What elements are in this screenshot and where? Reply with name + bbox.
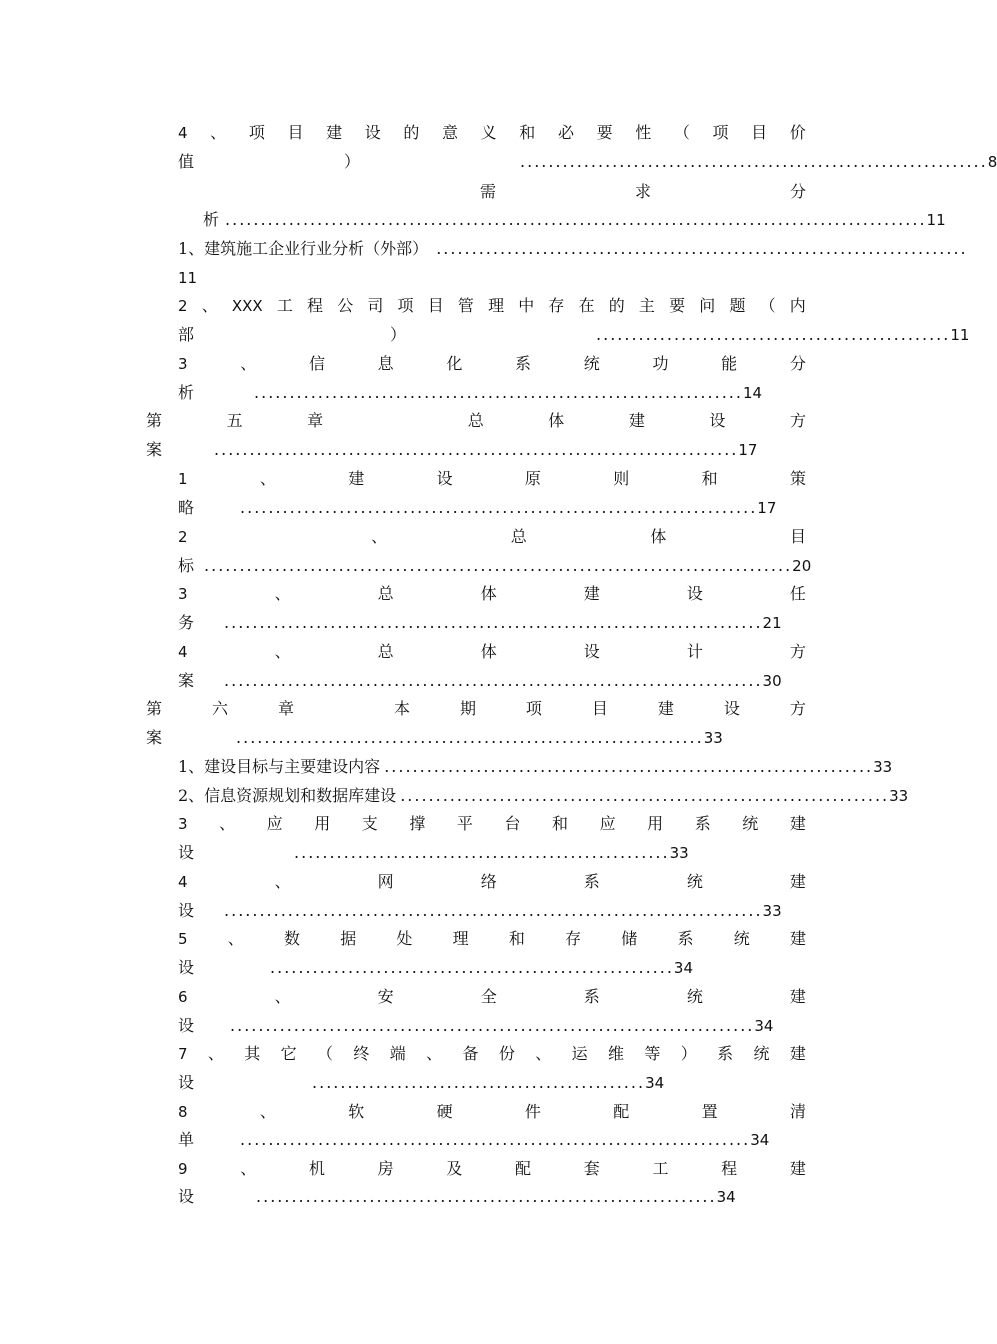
toc-text: 统: [686, 872, 703, 891]
toc-text: 机: [308, 1159, 325, 1178]
toc-entry-line1: [178, 352, 806, 376]
toc-text: 分: [789, 354, 806, 373]
dot-leader: ..................................................: [596, 325, 951, 344]
toc-text: 目: [427, 296, 444, 315]
toc-text: 建: [628, 411, 645, 430]
toc-text: 配: [515, 1159, 532, 1178]
toc-text: 析: [178, 383, 195, 402]
toc-entry-line1: [146, 697, 806, 721]
dot-leader: .........................................................: [270, 958, 674, 977]
toc-text: 信: [308, 354, 325, 373]
toc-text: 设: [709, 411, 726, 430]
toc-text: 理: [452, 929, 469, 948]
toc-text: 2: [178, 528, 188, 546]
toc-entry-line1: [178, 1100, 806, 1124]
page-number: 34: [750, 1131, 770, 1149]
toc-text: 求: [634, 182, 651, 201]
toc-text: 和: [519, 123, 536, 142]
toc-text: 网: [377, 872, 394, 891]
toc-text: 设: [178, 1187, 195, 1206]
toc-text: 建: [789, 1044, 806, 1063]
toc-entry-line1: [178, 1042, 806, 1066]
toc-text: 化: [446, 354, 463, 373]
toc-text: 的: [403, 123, 420, 142]
toc-text: 系: [717, 1044, 734, 1063]
toc-entry-line2: [178, 496, 777, 520]
toc-text: 六: [211, 699, 228, 718]
toc-text: 2、信息资源规划和数据库建设: [178, 786, 397, 805]
toc-entry-line2: [146, 438, 758, 462]
toc-text: 统: [742, 814, 759, 833]
toc-text: 要: [596, 123, 613, 142]
toc-text: 用: [314, 814, 331, 833]
toc-text: 系: [677, 929, 694, 948]
toc-text: 设: [178, 843, 195, 862]
toc-entry-line2: [178, 381, 763, 405]
toc-text: 工: [276, 296, 293, 315]
page-number: 20: [792, 557, 812, 575]
toc-text: 息: [377, 354, 394, 373]
toc-text: 等: [644, 1044, 661, 1063]
toc-text: 安: [377, 987, 394, 1006]
toc-text: 程: [721, 1159, 738, 1178]
dot-leader: ........................................................................: [240, 1130, 751, 1149]
toc-entry-line2: [178, 1014, 774, 1038]
page-number: 17: [738, 441, 758, 459]
toc-text: 和: [508, 929, 525, 948]
toc-text: 、: [259, 469, 276, 488]
toc-entry-line2: [178, 669, 782, 693]
toc-text: 建: [348, 469, 365, 488]
toc-text: 管: [457, 296, 474, 315]
toc-text: 、: [426, 1044, 443, 1063]
page-number: 8: [987, 153, 997, 171]
toc-text: 其: [244, 1044, 261, 1063]
page-number: 34: [673, 959, 694, 977]
toc-text: 总: [467, 411, 484, 430]
toc-text: 6: [178, 988, 188, 1006]
toc-text: 总: [377, 584, 394, 603]
toc-text: 、: [207, 1044, 224, 1063]
toc-text: 终: [353, 1044, 370, 1063]
toc-text: 、: [274, 987, 291, 1006]
toc-text: 3: [178, 585, 188, 603]
toc-text: 建: [789, 814, 806, 833]
toc-text: 建: [789, 1159, 806, 1178]
toc-text: 主: [638, 296, 655, 315]
toc-text: 、: [210, 123, 227, 142]
toc-text: 清: [789, 1102, 806, 1121]
toc-text: 数: [283, 929, 300, 948]
toc-text: 建: [789, 987, 806, 1006]
toc-text: 统: [583, 354, 600, 373]
page-number: 30: [762, 672, 782, 690]
toc-text: 、: [201, 296, 218, 315]
page-number: 33: [873, 758, 893, 776]
toc-text: （: [673, 123, 690, 142]
toc-text: 策: [789, 469, 806, 488]
toc-text: 备: [462, 1044, 479, 1063]
toc-text: 总: [377, 642, 394, 661]
toc-text: 设: [178, 1016, 195, 1035]
toc-text: 项: [525, 699, 542, 718]
toc-text: 储: [621, 929, 638, 948]
toc-entry-line1: [178, 985, 806, 1009]
toc-text: 4: [178, 643, 188, 661]
dot-leader: ............................................................................: [224, 613, 763, 632]
page-number: 34: [645, 1074, 665, 1092]
toc-text: 硬: [436, 1102, 453, 1121]
toc-text: 分: [789, 182, 806, 201]
toc-text: 系: [694, 814, 711, 833]
toc-text: （: [317, 1044, 334, 1063]
toc-text: 章: [277, 699, 294, 718]
toc-text: 系: [583, 987, 600, 1006]
toc-text: 性: [635, 123, 652, 142]
toc-text: 统: [686, 987, 703, 1006]
dot-leader: .....................................................................: [400, 786, 890, 805]
toc-text: 统: [733, 929, 750, 948]
toc-text: 意: [442, 123, 459, 142]
page-number: 21: [762, 614, 782, 632]
toc-entry-line2: [178, 1185, 736, 1209]
toc-entry: [178, 784, 909, 808]
toc-text: 公: [337, 296, 354, 315]
toc-text: 问: [699, 296, 716, 315]
toc-text: 据: [340, 929, 357, 948]
toc-text: 项: [712, 123, 729, 142]
toc-text: 配: [613, 1102, 630, 1121]
toc-text: 章: [307, 411, 324, 430]
dot-leader: ...........................................................................: [436, 239, 968, 258]
toc-text: 设: [364, 123, 381, 142]
toc-text: 在: [578, 296, 595, 315]
page-number: 17: [757, 499, 777, 517]
toc-text: 方: [789, 699, 806, 718]
toc-text: 五: [226, 411, 243, 430]
toc-entry-line1: [178, 1157, 806, 1181]
toc-text: 建: [789, 872, 806, 891]
toc-text: 务: [178, 613, 195, 632]
toc-text: 则: [613, 469, 630, 488]
toc-text: 设: [583, 642, 600, 661]
toc-entry-line1: [146, 409, 806, 433]
toc-text: 和: [552, 814, 569, 833]
page-number: 34: [754, 1017, 774, 1035]
toc-text: 台: [504, 814, 521, 833]
toc-text: 设: [686, 584, 703, 603]
dot-leader: .........................................................................: [240, 498, 758, 517]
dot-leader: ..................................................................: [236, 728, 704, 747]
toc-text: 析: [203, 210, 220, 229]
toc-text: 软: [348, 1102, 365, 1121]
toc-entry-line2: [178, 611, 782, 635]
toc-text: 9: [178, 1160, 188, 1178]
toc-text: ）: [390, 325, 407, 344]
toc-text: 撑: [409, 814, 426, 833]
toc-text: 7: [178, 1045, 188, 1063]
toc-text: 案: [178, 671, 195, 690]
dot-leader: ..........................................................................: [214, 440, 739, 459]
toc-text: 建: [657, 699, 674, 718]
toc-text: 全: [480, 987, 497, 1006]
toc-text: 第: [146, 411, 163, 430]
toc-text: 4: [178, 124, 188, 142]
toc-entry-line1: [178, 121, 806, 145]
toc-text: 、: [274, 642, 291, 661]
toc-entry-line1: [178, 812, 806, 836]
toc-text: 置: [701, 1102, 718, 1121]
page-number: 11: [926, 211, 946, 229]
toc-text: 期: [459, 699, 476, 718]
toc-text: 、: [274, 584, 291, 603]
toc-text: ）: [680, 1044, 697, 1063]
toc-text: 设: [723, 699, 740, 718]
page-number: 33: [762, 902, 782, 920]
dot-leader: ...................................................................................: [204, 556, 793, 575]
toc-entry-line2: [203, 208, 946, 232]
dot-leader: .................................................................: [256, 1187, 717, 1206]
toc-text: 5: [178, 930, 188, 948]
toc-entry-line1: [178, 294, 806, 318]
dot-leader: .....................................................................: [384, 757, 874, 776]
toc-text: 功: [652, 354, 669, 373]
toc-text: 体: [548, 411, 565, 430]
toc-text: 目: [751, 123, 768, 142]
toc-text: 项: [397, 296, 414, 315]
toc-text: 体: [480, 584, 497, 603]
toc-text: 略: [178, 498, 195, 517]
dot-leader: ...............................................: [312, 1073, 646, 1092]
toc-text: 方: [789, 411, 806, 430]
toc-entry-line2: [146, 726, 723, 750]
toc-text: 端: [389, 1044, 406, 1063]
dot-leader: ..........................................................................: [230, 1016, 755, 1035]
toc-entry-line2: [178, 841, 689, 865]
toc-entry: [178, 755, 893, 779]
page-number: 11: [950, 326, 970, 344]
dot-leader: ............................................................................: [224, 901, 763, 920]
toc-text: 、: [240, 354, 257, 373]
toc-text: 、: [240, 1159, 257, 1178]
dot-leader: .....................................................................: [254, 383, 743, 402]
toc-text: 体: [480, 642, 497, 661]
toc-text: 它: [280, 1044, 297, 1063]
toc-text: 单: [178, 1130, 195, 1149]
toc-text: 房: [377, 1159, 394, 1178]
toc-entry-line2: [178, 266, 238, 290]
toc-entry-line1: [480, 180, 806, 204]
toc-text: 理: [488, 296, 505, 315]
dot-leader: ...................................................................................................: [225, 210, 927, 229]
toc-text: 统: [753, 1044, 770, 1063]
toc-text: 3: [178, 815, 188, 833]
toc-entry-line1: [178, 640, 806, 664]
toc-entry-line1: [178, 467, 806, 491]
page-number: 33: [703, 729, 723, 747]
toc-text: 要: [669, 296, 686, 315]
toc-text: 、: [535, 1044, 552, 1063]
toc-text: 目: [591, 699, 608, 718]
toc-entry-line2: [178, 1128, 770, 1152]
toc-text: 项: [248, 123, 265, 142]
toc-text: 1: [178, 470, 188, 488]
toc-text: 存: [548, 296, 565, 315]
toc-text: 络: [480, 872, 497, 891]
toc-text: 案: [146, 728, 163, 747]
toc-text: 系: [583, 872, 600, 891]
dot-leader: .....................................................: [294, 843, 670, 862]
toc-text: 原: [524, 469, 541, 488]
toc-text: 目: [789, 527, 806, 546]
toc-text: 本: [393, 699, 410, 718]
toc-text: 系: [515, 354, 532, 373]
toc-text: 内: [789, 296, 806, 315]
toc-text: 义: [480, 123, 497, 142]
toc-text: 案: [146, 440, 163, 459]
toc-text: 总: [510, 527, 527, 546]
toc-text: 的: [608, 296, 625, 315]
toc-text: 程: [307, 296, 324, 315]
toc-text: 、: [371, 527, 388, 546]
toc-text: 设: [178, 1073, 195, 1092]
toc-text: 设: [178, 901, 195, 920]
toc-text: 和: [701, 469, 718, 488]
toc-text: 8: [178, 1103, 188, 1121]
toc-entry-line1: [178, 927, 806, 951]
toc-text: 、: [219, 814, 236, 833]
toc-text: 司: [367, 296, 384, 315]
page-number: 34: [716, 1188, 736, 1206]
toc-text: 必: [557, 123, 574, 142]
toc-text: 标: [178, 556, 195, 575]
toc-text: 、: [259, 1102, 276, 1121]
toc-text: 平: [456, 814, 473, 833]
toc-text: 需: [480, 182, 497, 201]
toc-entry-line1: [178, 237, 968, 261]
toc-text: 4: [178, 873, 188, 891]
toc-text: 计: [686, 642, 703, 661]
toc-text: 支: [361, 814, 378, 833]
toc-entry-line2: [178, 956, 694, 980]
toc-text: 用: [647, 814, 664, 833]
toc-text: 值: [178, 152, 195, 171]
toc-text: 体: [650, 527, 667, 546]
toc-entry-line1: [178, 582, 806, 606]
toc-text: 2: [178, 297, 188, 315]
toc-entry-line1: [178, 870, 806, 894]
toc-entry-line1: [178, 525, 806, 549]
toc-text: 维: [608, 1044, 625, 1063]
toc-text: 运: [571, 1044, 588, 1063]
page-number: 11: [178, 269, 198, 287]
toc-text: 能: [721, 354, 738, 373]
toc-text: 设: [436, 469, 453, 488]
toc-text: 部: [178, 325, 195, 344]
toc-text: 套: [583, 1159, 600, 1178]
toc-entry-line2: [178, 899, 782, 923]
toc-text: 1、建筑施工企业行业分析（外部）: [178, 239, 429, 258]
toc-text: 工: [652, 1159, 669, 1178]
toc-text: 存: [565, 929, 582, 948]
toc-text: 应: [599, 814, 616, 833]
toc-text: 建: [583, 584, 600, 603]
toc-entry-line2: [178, 1071, 665, 1095]
toc-text: 份: [498, 1044, 515, 1063]
toc-entry-line2: [178, 554, 812, 578]
toc-text: 目: [287, 123, 304, 142]
toc-text: 件: [524, 1102, 541, 1121]
toc-text: 建: [789, 929, 806, 948]
toc-entry-line2: [178, 323, 970, 347]
toc-entry-line2: [178, 150, 997, 174]
dot-leader: ..................................................................: [520, 152, 988, 171]
toc-text: 第: [146, 699, 163, 718]
toc-text: 3: [178, 355, 188, 373]
toc-text: 处: [396, 929, 413, 948]
toc-text: XXX: [231, 297, 263, 315]
toc-text: 、: [274, 872, 291, 891]
page-number: 33: [889, 787, 909, 805]
toc-text: 设: [178, 958, 195, 977]
toc-text: 中: [518, 296, 535, 315]
toc-text: （: [759, 296, 776, 315]
toc-text: 、: [227, 929, 244, 948]
page-number: 33: [669, 844, 689, 862]
toc-text: 任: [789, 584, 806, 603]
toc-text: ）: [344, 152, 361, 171]
toc-text: 方: [789, 642, 806, 661]
page-number: 14: [742, 384, 763, 402]
toc-text: 题: [729, 296, 746, 315]
toc-text: 建: [326, 123, 343, 142]
dot-leader: ............................................................................: [224, 671, 763, 690]
toc-text: 1、建设目标与主要建设内容: [178, 757, 381, 776]
toc-text: 应: [266, 814, 283, 833]
toc-text: 价: [789, 123, 806, 142]
toc-text: 及: [446, 1159, 463, 1178]
